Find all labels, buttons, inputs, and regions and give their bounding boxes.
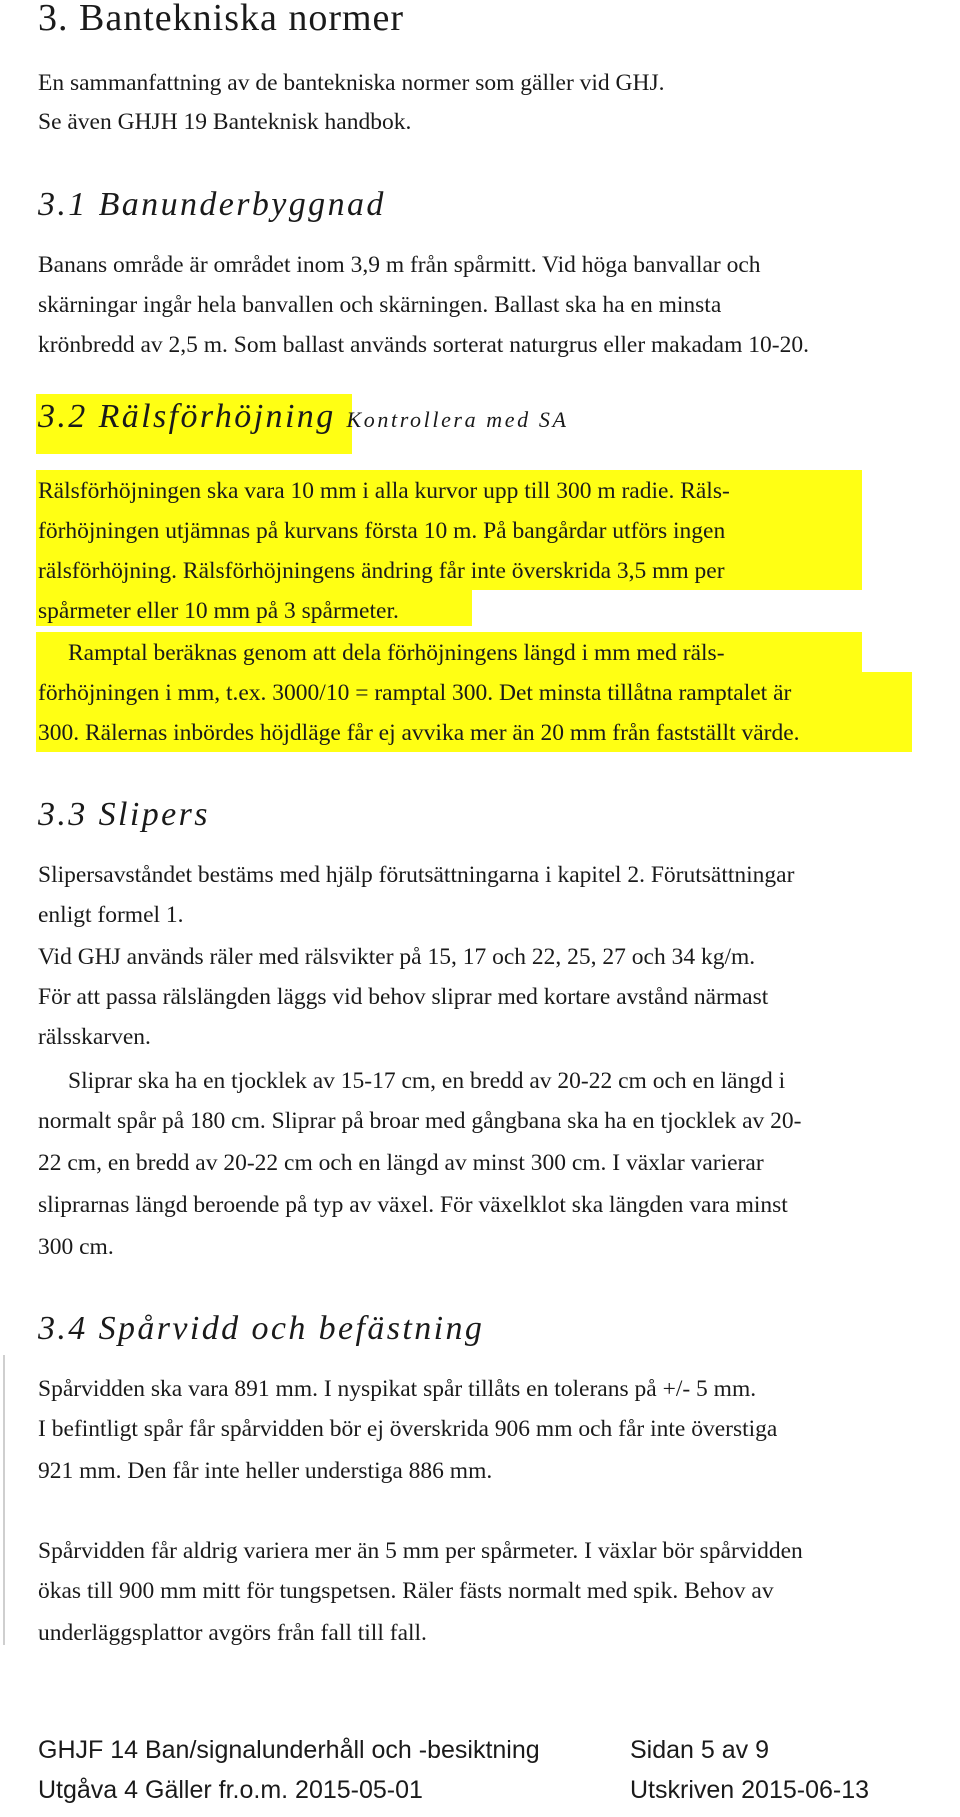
section-3-3-line-7: normalt spår på 180 cm. Sliprar på broar med gångbana ska ha en tjocklek av 20- [38,1108,802,1134]
section-3-2-annotation: Kontrollera med SA [346,407,569,432]
margin-change-bar [3,1355,5,1645]
section-3-3-line-8: 22 cm, en bredd av 20-22 cm och en längd av minst 300 cm. I växlar varierar [38,1150,764,1176]
section-3-3-line-5: rälsskarven. [38,1024,151,1050]
section-3-2-line-1: Rälsförhöjningen ska vara 10 mm i alla kurvor upp till 300 m radie. Räls- [38,478,730,504]
section-3-2-line-5: Ramptal beräknas genom att dela förhöjningens längd i mm med räls- [68,640,725,666]
section-3-2-line-2: förhöjningen utjämnas på kurvans första 10 m. På bangårdar utförs ingen [38,518,726,544]
page-title: 3. Bantekniska normer [38,0,405,39]
section-3-3-line-1: Slipersavståndet bestäms med hjälp förutsättningarna i kapitel 2. Förutsättningar [38,862,795,888]
section-3-3-line-4: För att passa rälslängden läggs vid behov sliprar med kortare avstånd närmast [38,984,769,1010]
section-3-4-line-2: I befintligt spår får spårvidden bör ej överskrida 906 mm och får inte överstiga [38,1416,778,1442]
section-3-1-heading: 3.1 Banunderbyggnad [38,186,386,223]
footer-page-number: Sidan 5 av 9 [630,1736,769,1764]
intro-line-1: En sammanfattning av de bantekniska normer som gäller vid GHJ. [38,70,665,96]
section-3-3-line-6: Sliprar ska ha en tjocklek av 15-17 cm, en bredd av 20-22 cm och en längd i [68,1068,786,1094]
section-3-2-line-4: spårmeter eller 10 mm på 3 spårmeter. [38,598,399,624]
section-3-2-line-3: rälsförhöjning. Rälsförhöjningens ändring får inte överskrida 3,5 mm per [38,558,725,584]
section-3-1-line-3: krönbredd av 2,5 m. Som ballast används sorterat naturgrus eller makadam 10-20. [38,332,809,358]
section-3-2-line-7: 300. Rälernas inbördes höjdläge får ej avvika mer än 20 mm från fastställt värde. [38,720,800,746]
section-3-4-line-5: ökas till 900 mm mitt för tungspetsen. Räler fästs normalt med spik. Behov av [38,1578,774,1604]
intro-line-2: Se även GHJH 19 Banteknisk handbok. [38,109,412,135]
section-3-2-line-6: förhöjningen i mm, t.ex. 3000/10 = ramptal 300. Det minsta tillåtna ramptalet är [38,680,792,706]
section-3-3-line-9: sliprarnas längd beroende på typ av växel. För växelklot ska längden vara minst [38,1192,788,1218]
section-3-1-line-2: skärningar ingår hela banvallen och skärningen. Ballast ska ha en minsta [38,292,722,318]
section-3-3-heading: 3.3 Slipers [38,796,210,833]
footer-edition: Utgåva 4 Gäller fr.o.m. 2015-05-01 [38,1776,423,1804]
section-3-3-line-3: Vid GHJ används räler med rälsvikter på 15, 17 och 22, 25, 27 och 34 kg/m. [38,944,756,970]
section-3-4-line-4: Spårvidden får aldrig variera mer än 5 mm per spårmeter. I växlar bör spårvidden [38,1538,803,1564]
section-3-2-heading-text: 3.2 Rälsförhöjning [38,398,336,435]
section-3-4-heading: 3.4 Spårvidd och befästning [38,1310,485,1347]
section-3-2-heading [38,398,569,436]
footer-printed-date: Utskriven 2015-06-13 [630,1776,870,1804]
section-3-4-line-1: Spårvidden ska vara 891 mm. I nyspikat spår tillåts en tolerans på +/- 5 mm. [38,1376,757,1402]
footer-document-title: GHJF 14 Ban/signalunderhåll och -besiktning [38,1736,540,1764]
section-3-4-line-3: 921 mm. Den får inte heller understiga 886 mm. [38,1458,493,1484]
section-3-3-line-2: enligt formel 1. [38,902,184,928]
section-3-1-line-1: Banans område är området inom 3,9 m från spårmitt. Vid höga banvallar och [38,252,761,278]
section-3-3-line-10: 300 cm. [38,1234,114,1260]
section-3-4-line-6: underläggsplattor avgörs från fall till fall. [38,1620,427,1646]
